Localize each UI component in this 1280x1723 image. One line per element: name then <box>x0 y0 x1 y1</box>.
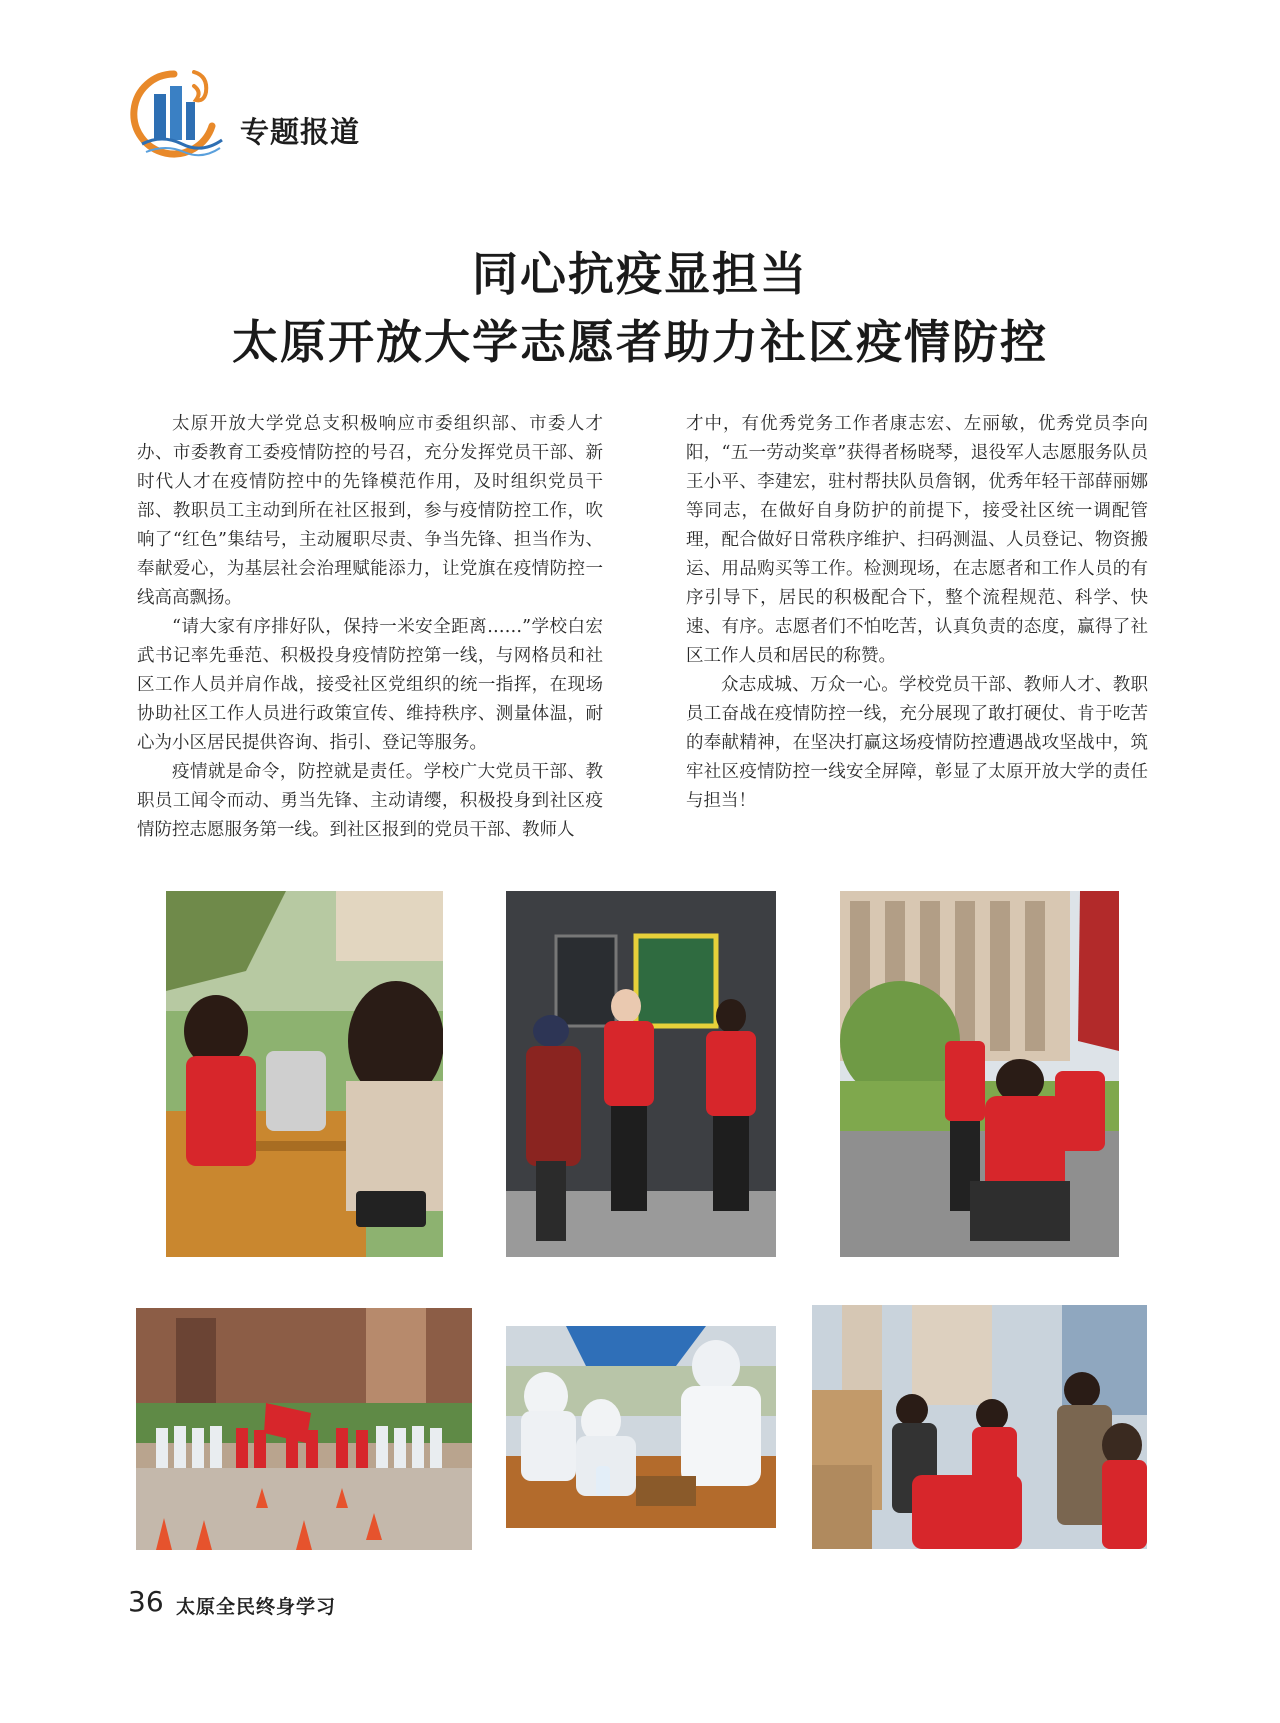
photo-group-with-flag <box>136 1308 472 1550</box>
photo-medical-testing <box>506 1326 776 1528</box>
article-right-column <box>686 410 1148 816</box>
photo-elderly-resident <box>506 891 776 1257</box>
page-number: 36 <box>128 1585 164 1618</box>
magazine-logo <box>124 66 224 162</box>
article-title-line2: 太原开放大学志愿者助力社区疫情防控 <box>232 315 1048 369</box>
magazine-name: 太原全民终身学习 <box>176 1596 337 1618</box>
section-label: 专题报道 <box>240 115 361 149</box>
article-left-column <box>137 410 603 845</box>
photo-registration-desk <box>166 891 443 1257</box>
paragraph: 太原开放大学党总支积极响应市委组织部、市委人才办、市委教育工委疫情防控的号召，充分发挥党员干部、新时代人才在疫情防控中的先锋模范作用，及时组织党员干部、教职员工主动到所在社区报到，参与疫情防控工作，吹响了“红色”集结号，主动履职尽责、争当先锋、担当作为、奉献爱心，为基层社会治理赋能添力，让党旗在疫情防控一线高高飘扬。 <box>137 414 603 608</box>
photo-community-site <box>840 891 1119 1257</box>
paragraph: 疫情就是命令，防控就是责任。学校广大党员干部、教职员工闻令而动、勇当先锋、主动请缨，积极投身到社区疫情防控志愿服务第一线。到社区报到的党员干部、教师人 <box>137 762 603 840</box>
paragraph-continuation: 才中，有优秀党务工作者康志宏、左丽敏，优秀党员李向阳，“五一劳动奖章”获得者杨晓琴，退役军人志愿服务队员王小平、李建宏，驻村帮扶队员詹钢，优秀年轻干部薛丽娜等同志，在做好自身防护的前提下，接受社区统一调配管理，配合做好日常秩序维护、扫码测温、人员登记、物资搬运、用品购买等工作。检测现场，在志愿者和工作人员的有序引导下，居民的积极配合下，整个流程规范、科学、快速、有序。志愿者们不怕吃苦，认真负责的态度，赢得了社区工作人员和居民的称赞。 <box>686 414 1148 666</box>
article-title-line1: 同心抗疫显担当 <box>472 247 808 301</box>
photo-crowd-queue <box>812 1305 1147 1549</box>
paragraph: “请大家有序排好队，保持一米安全距离……”学校白宏武书记率先垂范、积极投身疫情防控第一线，与网格员和社区工作人员并肩作战，接受社区党组织的统一指挥，在现场协助社区工作人员进行政策宣传、维持秩序、测量体温，耐心为小区居民提供咨询、指引、登记等服务。 <box>137 617 603 753</box>
paragraph: 众志成城、万众一心。学校党员干部、教师人才、教职员工奋战在疫情防控一线，充分展现了敢打硬仗、肯于吃苦的奉献精神，在坚决打赢这场疫情防控遭遇战攻坚战中，筑牢社区疫情防控一线安全屏障，彰显了太原开放大学的责任与担当！ <box>686 675 1148 811</box>
